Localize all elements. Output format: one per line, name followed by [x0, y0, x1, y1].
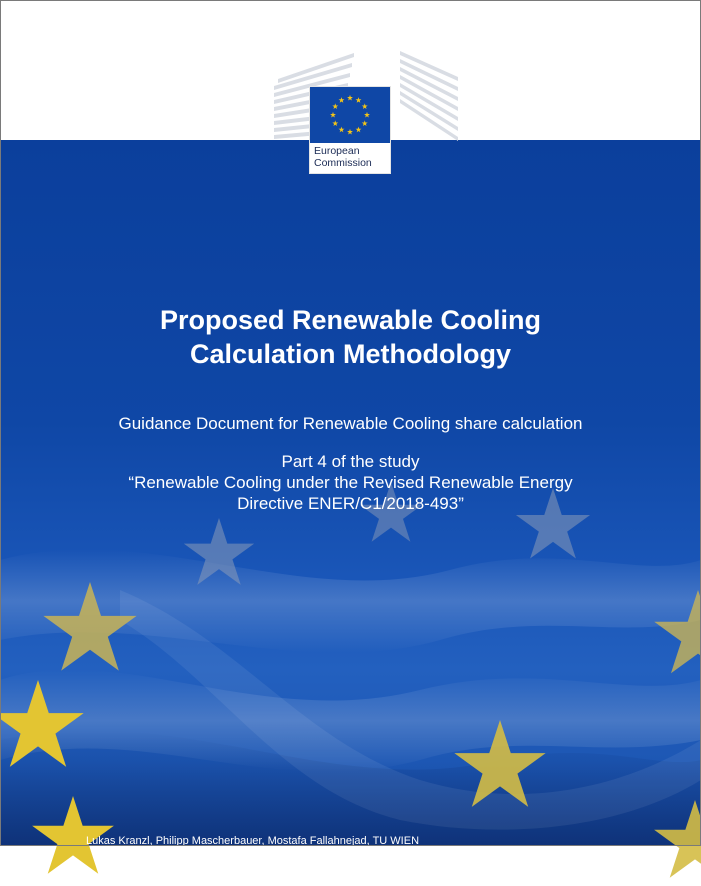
title-line2: Calculation Methodology [190, 339, 511, 369]
study-reference-line2: “Renewable Cooling under the Revised Renewable Energy [128, 473, 573, 492]
title-line1: Proposed Renewable Cooling [159, 305, 542, 335]
study-reference-line3: Directive ENER/C1/2018-493” [237, 494, 464, 513]
flag-star-icon [450, 720, 550, 816]
document-title [0, 303, 701, 371]
flag-star-icon [0, 680, 88, 776]
eu-flag-icon [310, 87, 390, 143]
logo-text [314, 145, 372, 169]
study-reference-line1: Part 4 of the study [281, 452, 420, 471]
logo-emblem [310, 87, 390, 173]
logo-text-line1: European [314, 145, 360, 157]
flag-star-icon [650, 590, 701, 682]
flag-star-icon [650, 800, 701, 886]
document-subtitle: Guidance Document for Renewable Cooling share calculation [118, 414, 583, 433]
flag-star-icon [38, 582, 142, 680]
european-commission-logo [272, 45, 460, 173]
logo-text-line2: Commission [314, 157, 372, 169]
study-reference [0, 451, 701, 514]
flag-star-icon [180, 518, 258, 592]
authors-line: Lukas Kranzl, Philipp Mascherbauer, Mostafa Fallahnejad, TU WIEN [86, 835, 420, 847]
